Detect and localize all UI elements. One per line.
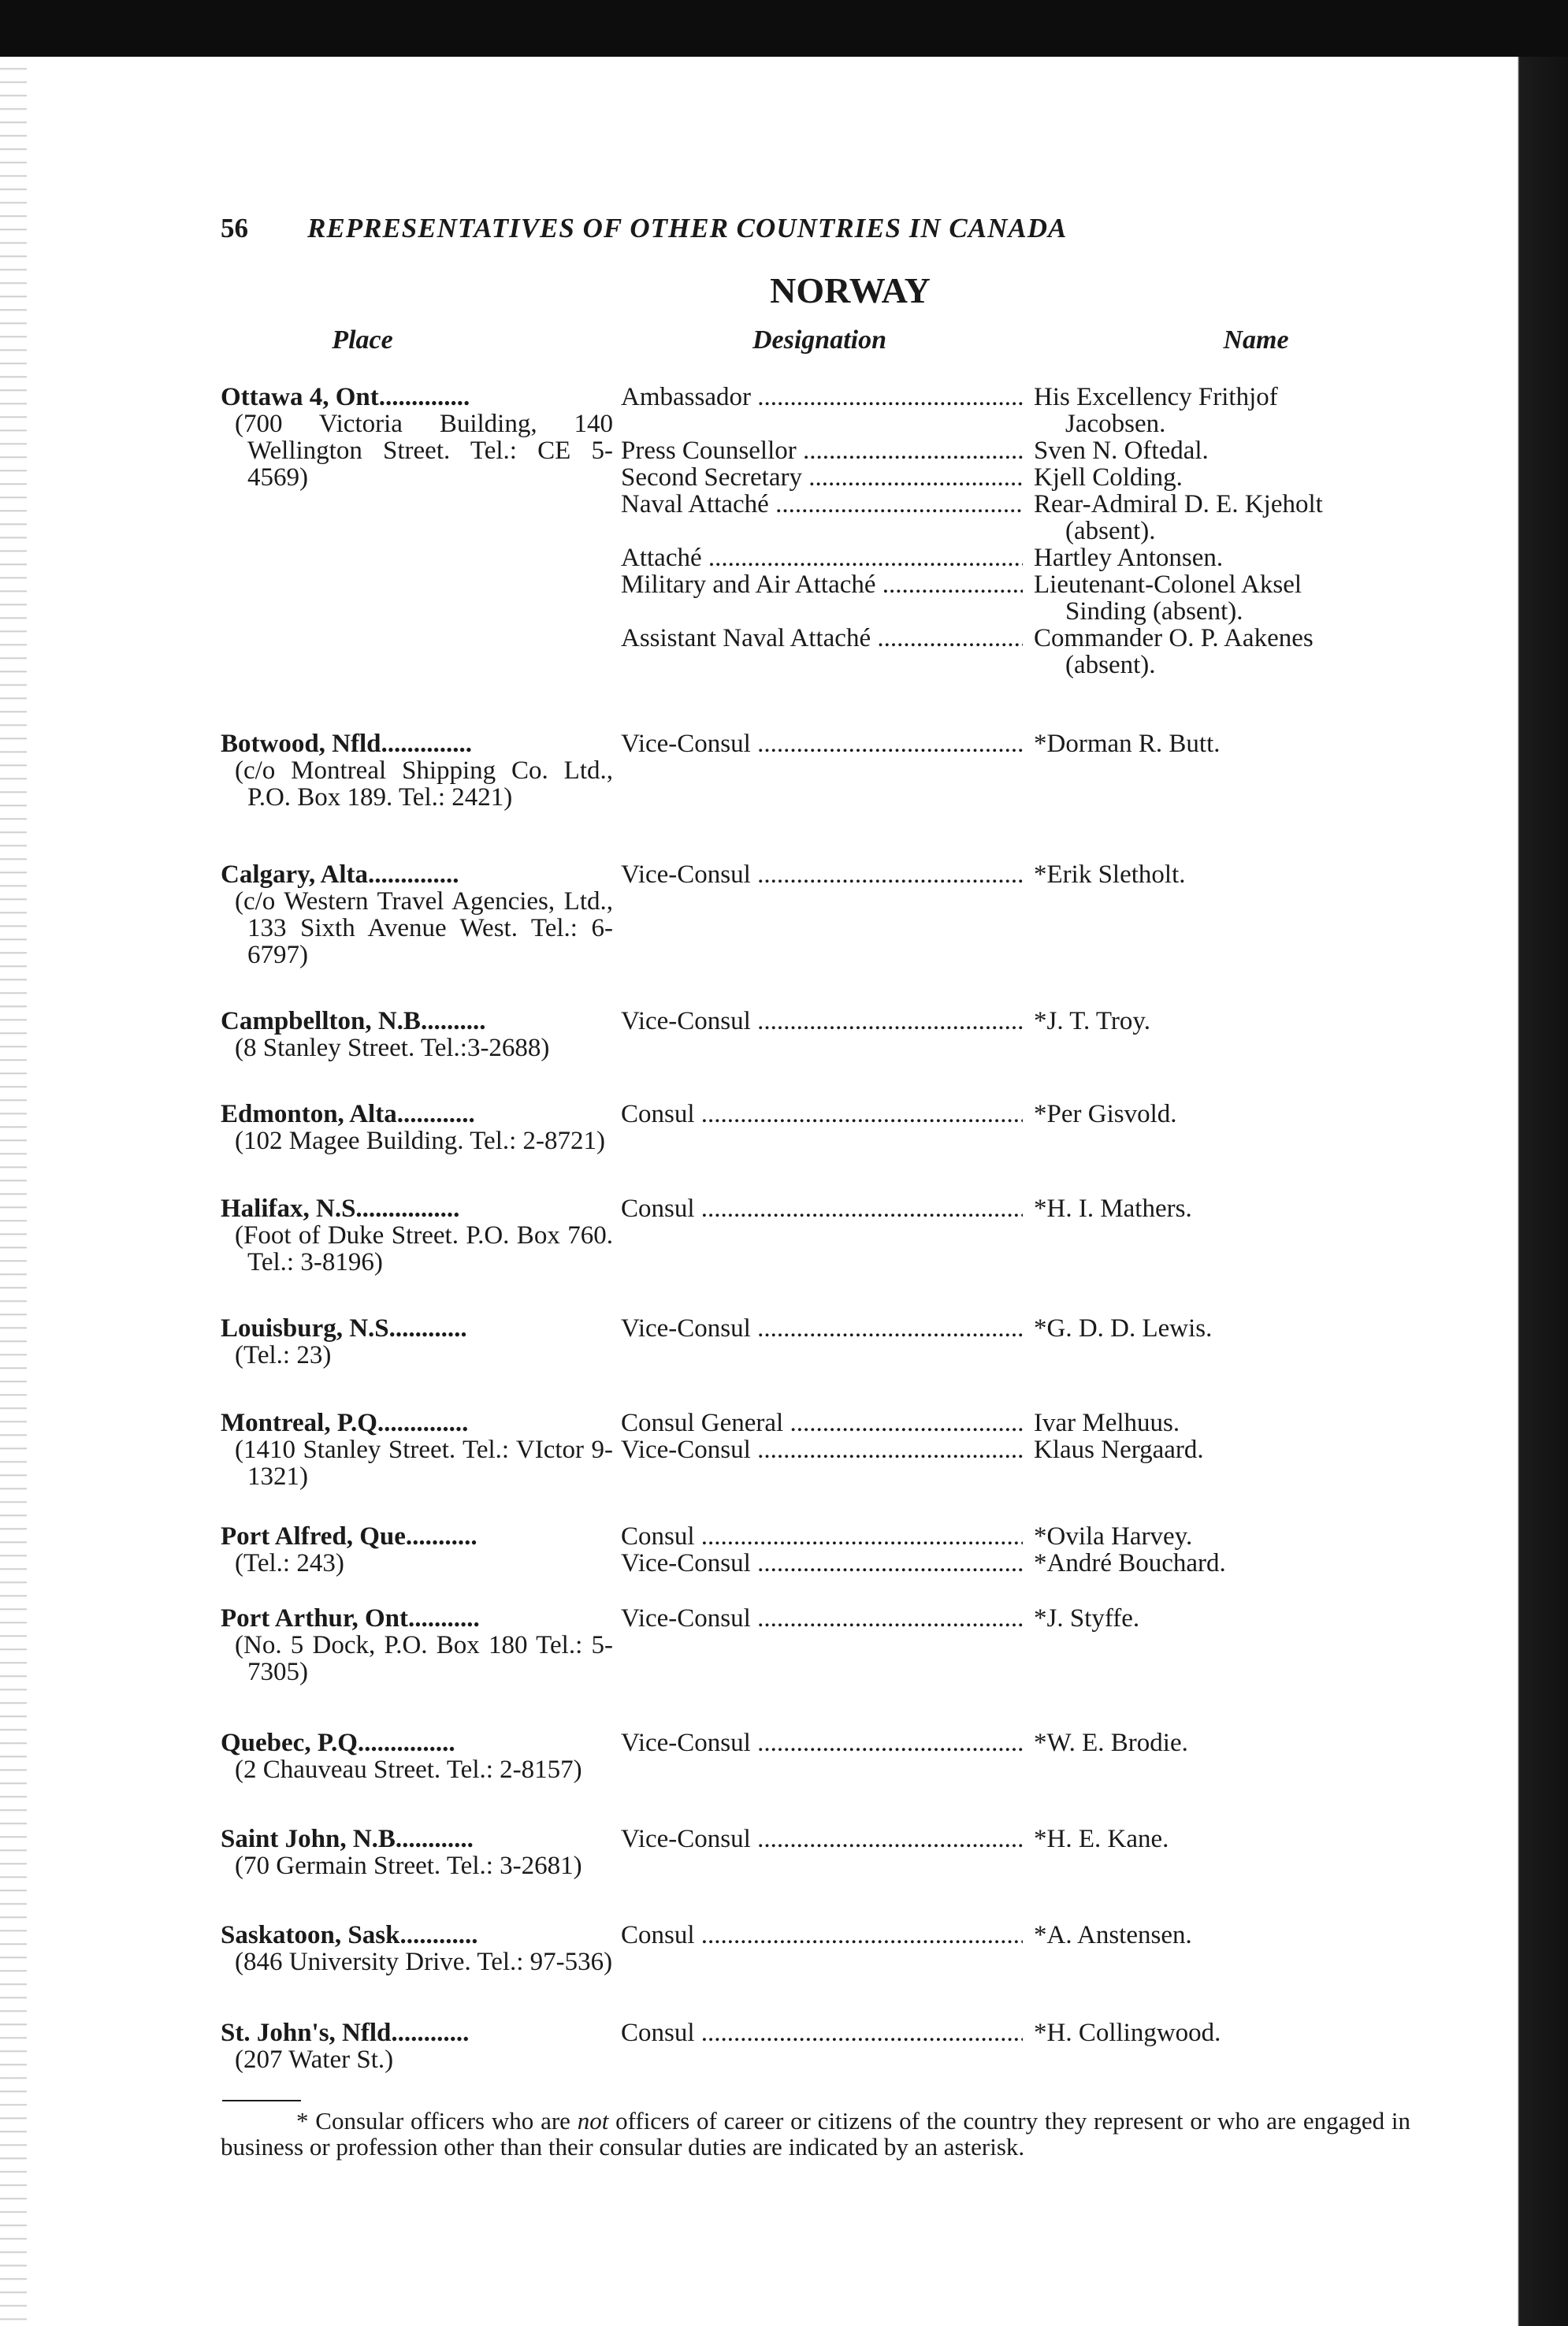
designation-text: Ambassador — [621, 384, 751, 411]
positions-cell — [621, 1195, 1393, 1276]
place-name: Saint John, N.B............ — [221, 1825, 474, 1853]
designation-text: Press Counsellor — [621, 437, 797, 464]
positions-cell — [621, 1410, 1393, 1490]
positions-cell — [621, 1605, 1393, 1685]
officer-name-text: Rear-Admiral D. E. Kjeholt — [1034, 490, 1323, 518]
place-address: (c/o Montreal Shipping Co. Ltd., P.O. Box 189. Tel.: 2421) — [235, 756, 613, 812]
place-cell — [221, 1523, 621, 1577]
table-row — [221, 1315, 1409, 1369]
officer-name-text: Commander O. P. Aakenes — [1034, 624, 1313, 652]
designation-text: Vice-Consul — [621, 1730, 751, 1756]
footnote-emphasis: not — [577, 2107, 609, 2135]
officer-name — [1023, 1605, 1393, 1632]
positions-cell — [621, 384, 1393, 678]
entries-list — [221, 384, 1409, 2073]
place-name: Edmonton, Alta............ — [221, 1100, 475, 1128]
place-name: Louisburg, N.S............ — [221, 1314, 467, 1343]
officer-name-continuation: Jacobsen. — [1065, 410, 1166, 438]
place-address: (Tel.: 23) — [235, 1341, 332, 1369]
designation-text: Vice-Consul — [621, 1008, 751, 1035]
officer-name — [1023, 625, 1393, 678]
position-line — [621, 464, 1393, 491]
table-row — [221, 2019, 1409, 2073]
place-name: Montreal, P.Q.............. — [221, 1409, 469, 1437]
place-name: Campbellton, N.B.......... — [221, 1007, 486, 1035]
place-cell — [221, 1101, 621, 1154]
position-line — [621, 1922, 1393, 1949]
designation — [621, 1550, 1023, 1577]
place-cell — [221, 2019, 621, 2073]
place-name: Botwood, Nfld.............. — [221, 730, 473, 758]
positions-cell — [621, 1523, 1393, 1577]
place-cell — [221, 1315, 621, 1369]
page-number: 56 — [221, 213, 248, 243]
place-name: St. John's, Nfld............ — [221, 2019, 470, 2047]
designation — [621, 1410, 1023, 1436]
table-row — [221, 1826, 1409, 1879]
table-row — [221, 1410, 1409, 1490]
officer-name — [1023, 1550, 1393, 1577]
designation-text: Naval Attaché — [621, 491, 769, 518]
place-address: (Tel.: 243) — [235, 1549, 344, 1577]
officer-name — [1023, 1922, 1393, 1949]
officer-name — [1023, 544, 1393, 571]
officer-name-text: Hartley Antonsen. — [1034, 544, 1224, 572]
officer-name-text: *Ovila Harvey. — [1034, 1522, 1193, 1551]
table-row — [221, 730, 1409, 811]
positions-cell — [621, 1315, 1393, 1369]
place-address: (c/o Western Travel Agencies, Ltd., 133 Sixth Avenue West. Tel.: 6-6797) — [235, 887, 613, 969]
designation-text: Consul — [621, 2019, 695, 2046]
position-line — [621, 1315, 1393, 1342]
officer-name-text: Lieutenant-Colonel Aksel — [1034, 570, 1302, 599]
designation — [621, 1605, 1023, 1632]
position-line — [621, 1605, 1393, 1632]
officer-name-text: *Per Gisvold. — [1034, 1100, 1177, 1128]
officer-name — [1023, 730, 1393, 757]
officer-name-text: *Erik Sletholt. — [1034, 860, 1186, 889]
officer-name-text: *W. E. Brodie. — [1034, 1729, 1188, 1757]
place-address: (No. 5 Dock, P.O. Box 180 Tel.: 5-7305) — [235, 1631, 613, 1686]
designation — [621, 625, 1023, 678]
officer-name-text: Sven N. Oftedal. — [1034, 437, 1209, 465]
designation — [621, 544, 1023, 571]
designation — [621, 1101, 1023, 1128]
officer-name-text: *André Bouchard. — [1034, 1549, 1226, 1577]
positions-cell — [621, 730, 1393, 811]
designation-text: Vice-Consul — [621, 1315, 751, 1342]
place-name: Halifax, N.S................ — [221, 1195, 460, 1223]
designation — [621, 1195, 1023, 1222]
designation-text: Consul — [621, 1922, 695, 1949]
position-line — [621, 1195, 1393, 1222]
position-line — [621, 491, 1393, 544]
officer-name-text: *J. T. Troy. — [1034, 1007, 1150, 1035]
document-page — [221, 213, 1409, 2160]
place-address: (102 Magee Building. Tel.: 2-8721) — [235, 1127, 606, 1155]
position-line — [621, 2019, 1393, 2046]
officer-name — [1023, 491, 1393, 544]
position-line — [621, 384, 1393, 437]
designation-text: Vice-Consul — [621, 1550, 751, 1577]
place-address: (Foot of Duke Street. P.O. Box 760. Tel.: 3-8196) — [235, 1221, 613, 1276]
place-name: Port Arthur, Ont........... — [221, 1604, 480, 1633]
officer-name — [1023, 1826, 1393, 1852]
officer-name-text: Klaus Nergaard. — [1034, 1436, 1204, 1464]
position-line — [621, 1008, 1393, 1035]
place-name: Calgary, Alta.............. — [221, 860, 459, 889]
officer-name-text: His Excellency Frithjof — [1034, 383, 1278, 411]
place-cell — [221, 861, 621, 968]
position-line — [621, 571, 1393, 625]
position-line — [621, 625, 1393, 678]
designation-text: Attaché — [621, 544, 702, 571]
designation — [621, 384, 1023, 437]
scan-top-border — [0, 0, 1568, 57]
designation — [621, 1315, 1023, 1342]
officer-name — [1023, 1315, 1393, 1342]
position-line — [621, 544, 1393, 571]
place-address: (207 Water St.) — [235, 2045, 394, 2074]
officer-name-continuation: (absent). — [1065, 651, 1156, 679]
column-headers — [221, 325, 1409, 362]
place-name: Quebec, P.Q............... — [221, 1729, 455, 1757]
designation-text: Consul — [621, 1523, 695, 1550]
designation — [621, 1730, 1023, 1756]
position-line — [621, 730, 1393, 757]
position-line — [621, 437, 1393, 464]
scan-left-edge — [0, 57, 27, 2326]
footnote-text-after: officers of career or citizens of the country they represent or who are engaged in business or profession other than their consular duties are indicated by an asterisk. — [221, 2107, 1411, 2161]
column-header-name: Name — [1223, 325, 1289, 355]
designation-text: Military and Air Attaché — [621, 571, 876, 599]
place-address: (700 Victoria Building, 140 Wellington Street. Tel.: CE 5-4569) — [235, 410, 613, 492]
country-heading: NORWAY — [770, 270, 931, 310]
designation-text: Vice-Consul — [621, 861, 751, 888]
officer-name — [1023, 1523, 1393, 1550]
place-cell — [221, 1410, 621, 1490]
designation-text: Vice-Consul — [621, 1826, 751, 1852]
place-cell — [221, 1826, 621, 1879]
position-line — [621, 1730, 1393, 1756]
officer-name-text: Ivar Melhuus. — [1034, 1409, 1180, 1437]
table-row — [221, 1922, 1409, 1975]
designation-text: Vice-Consul — [621, 1605, 751, 1632]
designation-text: Assistant Naval Attaché — [621, 625, 871, 652]
officer-name-text: *G. D. D. Lewis. — [1034, 1314, 1213, 1343]
place-address: (1410 Stanley Street. Tel.: VIctor 9-1321) — [235, 1436, 613, 1491]
place-address: (70 Germain Street. Tel.: 3-2681) — [235, 1852, 582, 1880]
designation — [621, 2019, 1023, 2046]
place-cell — [221, 1730, 621, 1783]
place-address: (846 University Drive. Tel.: 97-536) — [235, 1948, 613, 1976]
officer-name — [1023, 464, 1393, 491]
officer-name — [1023, 384, 1393, 437]
running-title: REPRESENTATIVES OF OTHER COUNTRIES IN CANADA — [307, 213, 1068, 243]
designation-text: Vice-Consul — [621, 1436, 751, 1463]
officer-name-text: Kjell Colding. — [1034, 463, 1183, 492]
position-line — [621, 1436, 1393, 1463]
table-row — [221, 1008, 1409, 1061]
officer-name-continuation: Sinding (absent). — [1065, 597, 1243, 626]
designation-text: Consul General — [621, 1410, 784, 1436]
page-header — [221, 213, 1409, 252]
officer-name — [1023, 2019, 1393, 2046]
positions-cell — [621, 1922, 1393, 1975]
designation — [621, 491, 1023, 544]
officer-name-text: *A. Anstensen. — [1034, 1921, 1192, 1949]
designation — [621, 1008, 1023, 1035]
officer-name — [1023, 1436, 1393, 1463]
place-cell — [221, 1605, 621, 1685]
positions-cell — [621, 2019, 1393, 2073]
designation — [621, 571, 1023, 625]
table-row — [221, 1101, 1409, 1154]
scan-right-edge — [1503, 57, 1568, 2326]
positions-cell — [621, 1730, 1393, 1783]
place-address: (2 Chauveau Street. Tel.: 2-8157) — [235, 1756, 582, 1784]
table-row — [221, 384, 1409, 678]
officer-name — [1023, 1008, 1393, 1035]
positions-cell — [621, 1826, 1393, 1879]
designation — [621, 1826, 1023, 1852]
place-cell — [221, 730, 621, 811]
officer-name — [1023, 1101, 1393, 1128]
position-line — [621, 1101, 1393, 1128]
designation — [621, 1436, 1023, 1463]
officer-name-text: *H. E. Kane. — [1034, 1825, 1169, 1853]
place-name: Port Alfred, Que........... — [221, 1522, 477, 1551]
designation — [621, 1922, 1023, 1949]
place-name: Saskatoon, Sask............ — [221, 1921, 478, 1949]
designation-text: Consul — [621, 1101, 695, 1128]
officer-name-continuation: (absent). — [1065, 517, 1156, 545]
officer-name — [1023, 1410, 1393, 1436]
designation — [621, 464, 1023, 491]
place-cell — [221, 1195, 621, 1276]
place-cell — [221, 384, 621, 678]
place-name: Ottawa 4, Ont.............. — [221, 383, 470, 411]
designation — [621, 730, 1023, 757]
officer-name — [1023, 571, 1393, 625]
place-cell — [221, 1008, 621, 1061]
officer-name-text: *H. Collingwood. — [1034, 2019, 1221, 2047]
designation-text: Consul — [621, 1195, 695, 1222]
column-header-place: Place — [332, 325, 393, 355]
designation — [621, 437, 1023, 464]
officer-name-text: *H. I. Mathers. — [1034, 1195, 1192, 1223]
designation — [621, 1523, 1023, 1550]
officer-name — [1023, 1195, 1393, 1222]
position-line — [621, 1550, 1393, 1577]
positions-cell — [621, 861, 1393, 968]
column-header-designation: Designation — [752, 325, 887, 355]
position-line — [621, 1826, 1393, 1852]
footnote-text-before: * Consular officers who are — [296, 2107, 578, 2135]
footnote-rule — [222, 2100, 301, 2101]
table-row — [221, 1523, 1409, 1577]
officer-name-text: *Dorman R. Butt. — [1034, 730, 1221, 758]
table-row — [221, 861, 1409, 968]
position-line — [621, 861, 1393, 888]
designation-text: Second Secretary — [621, 464, 802, 491]
positions-cell — [621, 1008, 1393, 1061]
footnote — [221, 2108, 1410, 2160]
positions-cell — [621, 1101, 1393, 1154]
table-row — [221, 1730, 1409, 1783]
officer-name — [1023, 1730, 1393, 1756]
position-line — [621, 1410, 1393, 1436]
officer-name-text: *J. Styffe. — [1034, 1604, 1140, 1633]
table-row — [221, 1605, 1409, 1685]
position-line — [621, 1523, 1393, 1550]
officer-name — [1023, 437, 1393, 464]
table-row — [221, 1195, 1409, 1276]
officer-name — [1023, 861, 1393, 888]
place-cell — [221, 1922, 621, 1975]
designation-text: Vice-Consul — [621, 730, 751, 757]
place-address: (8 Stanley Street. Tel.:3-2688) — [235, 1034, 550, 1062]
designation — [621, 861, 1023, 888]
